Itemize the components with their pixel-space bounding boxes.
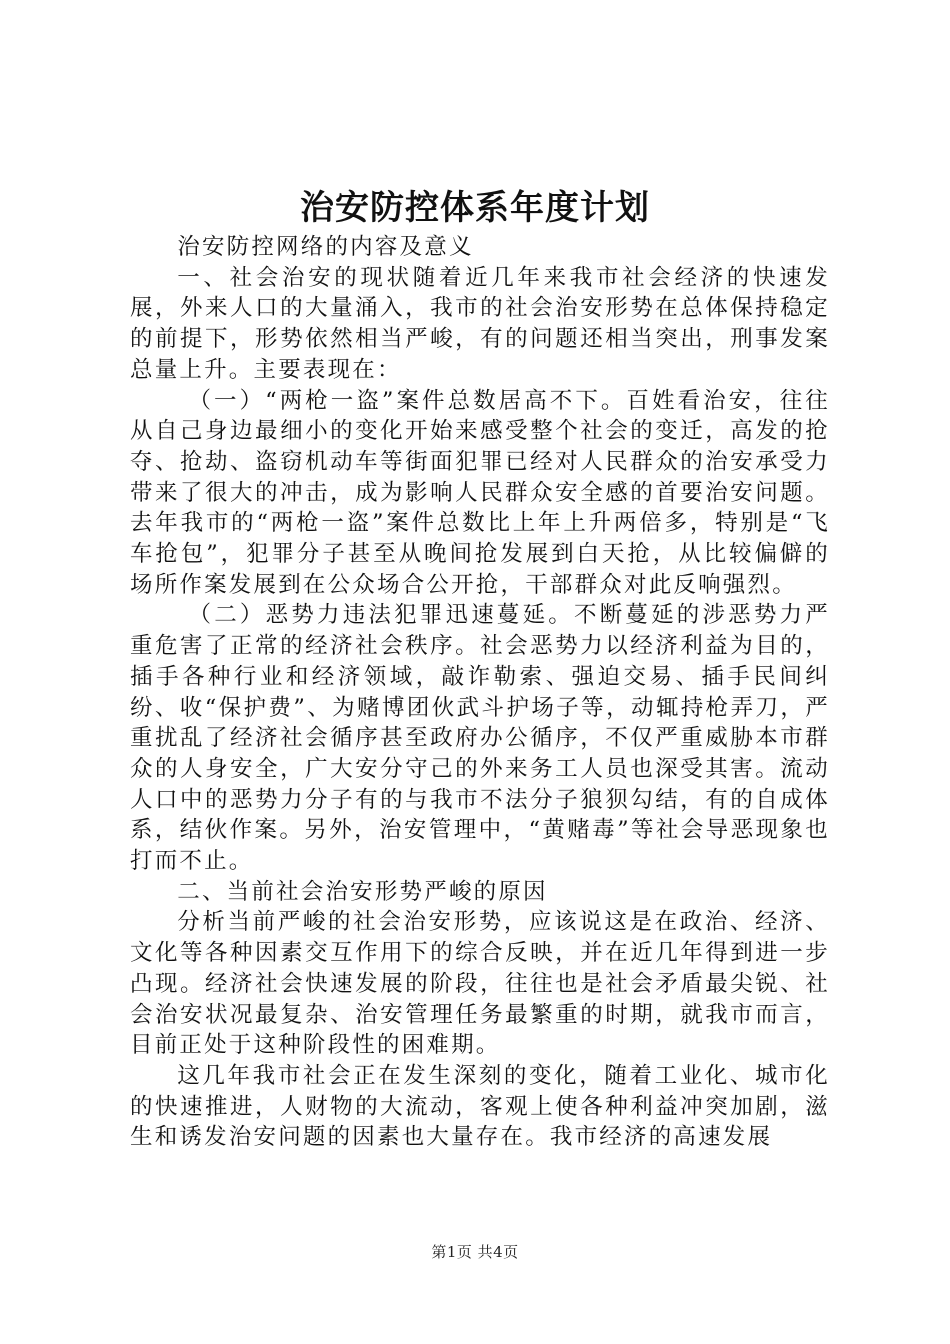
paragraph-intro-heading: 治安防控网络的内容及意义: [177, 234, 474, 260]
paragraph-analysis: 分析当前严峻的社会治安形势，应该说这是在政治、经济、文化等各种因素交互作用下的综合反映，并在近几年得到进一步凸现。经济社会快速发展的阶段，往往也是社会矛盾最尖锐、社会治安状况最复杂、治安管理任务最繁重的时期，就我市而言，目前正处于这种阶段性的困难期。: [130, 909, 830, 1059]
paragraph-section-one: 一、社会治安的现状随着近几年来我市社会经济的快速发展，外来人口的大量涌入，我市的社会治安形势在总体保持稳定的前提下，形势依然相当严峻，有的问题还相当突出，刑事发案总量上升。主要表现在：: [130, 264, 830, 383]
paragraph-changes: 这几年我市社会正在发生深刻的变化，随着工业化、城市化的快速推进，人财物的大流动，客观上使各种利益冲突加剧，滋生和诱发治安问题的因素也大量存在。我市经济的高速发展: [130, 1062, 830, 1151]
document-body: [130, 232, 830, 1153]
paragraph-subsection-one: （一）“两枪一盗”案件总数居高不下。百姓看治安，往往从自己身边最细小的变化开始来感受整个社会的变迁，高发的抢夺、抢劫、盗窃机动车等街面犯罪已经对人民群众的治安承受力带来了很大的冲击，成为影响人民群众安全感的首要治安问题。去年我市的“两枪一盗”案件总数比上年上升两倍多，特别是“飞车抢包”，犯罪分子甚至从晚间抢发展到白天抢，从比较偏僻的场所作案发展到在公众场合公开抢，干部群众对此反响强烈。: [130, 387, 830, 598]
page-footer: 第1页 共4页: [431, 1243, 519, 1261]
paragraph-subsection-two: （二）恶势力违法犯罪迅速蔓延。不断蔓延的涉恶势力严重危害了正常的经济社会秩序。社会恶势力以经济利益为目的，插手各种行业和经济领域，敲诈勒索、强迫交易、插手民间纠纷、收“保护费”、为赌博团伙武斗护场子等，动辄持枪弄刀，严重扰乱了经济社会循序甚至政府办公循序，不仅严重威胁本市群众的人身安全，广大安分守己的外来务工人员也深受其害。流动人口中的恶势力分子有的与我市不法分子狼狈勾结，有的自成体系，结伙作案。另外，治安管理中，“黄赌毒”等社会导恶现象也打而不止。: [130, 602, 830, 875]
document-title: 治安防控体系年度计划: [300, 188, 650, 228]
paragraph-section-two-heading: 二、当前社会治安形势严峻的原因: [177, 878, 548, 905]
